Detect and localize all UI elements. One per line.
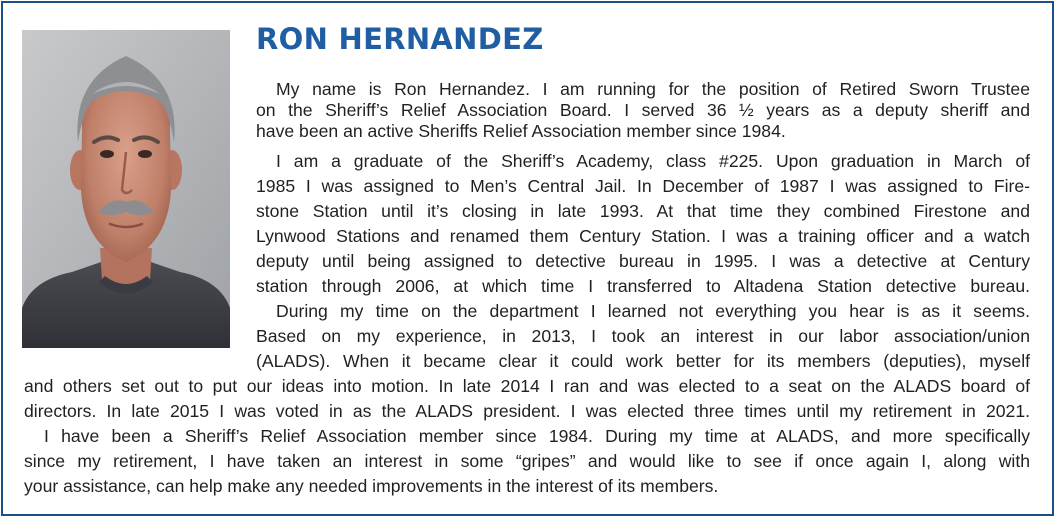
bio-line: your assistance, can help make any needed improvements in the interest of its members. (24, 476, 719, 496)
bio-line: directors. In late 2015 I was voted in as the ALADS president. I was elected three times until my retirement in 2021. (24, 401, 1030, 421)
candidate-name: RON HERNANDEZ (256, 22, 544, 56)
bio-line: Lynwood Stations and renamed them Century Station. I was a training officer and a watch (256, 226, 1030, 246)
bio-line: and others set out to put our ideas into motion. In late 2014 I ran and was elected to a seat on the ALADS board of (24, 376, 1030, 396)
bio-line: I am a graduate of the Sheriff’s Academy, class #225. Upon graduation in March of (276, 151, 1030, 171)
bio-line: During my time on the department I learned not everything you hear is as it seems. (276, 301, 1030, 321)
bio-line: (ALADS). When it became clear it could work better for its members (deputies), myself (256, 351, 1030, 371)
bio-line: have been an active Sheriffs Relief Association member since 1984. (256, 121, 786, 141)
bio-line: stone Station until it’s closing in late 1993. At that time they combined Firestone and (256, 201, 1030, 221)
bio-line: on the Sheriff’s Relief Association Board. I served 36 ½ years as a deputy sheriff and (256, 100, 1030, 120)
bio-line: deputy until being assigned to detective bureau in 1995. I was a detective at Century (256, 251, 1030, 271)
bio-line: Based on my experience, in 2013, I took an interest in our labor association/union (256, 326, 1030, 346)
bio-line: 1985 I was assigned to Men’s Central Jail. In December of 1987 I was assigned to Fire- (256, 176, 1030, 196)
bio-line: I have been a Sheriff’s Relief Association member since 1984. During my time at ALADS, and more specifically (44, 426, 1030, 446)
bio-line: since my retirement, I have taken an interest in some “gripes” and would like to see if once again I, along with (24, 451, 1030, 471)
bio-line: My name is Ron Hernandez. I am running for the position of Retired Sworn Trustee (276, 79, 1030, 99)
bio-line: station through 2006, at which time I transferred to Altadena Station detective bureau. (256, 276, 1030, 296)
